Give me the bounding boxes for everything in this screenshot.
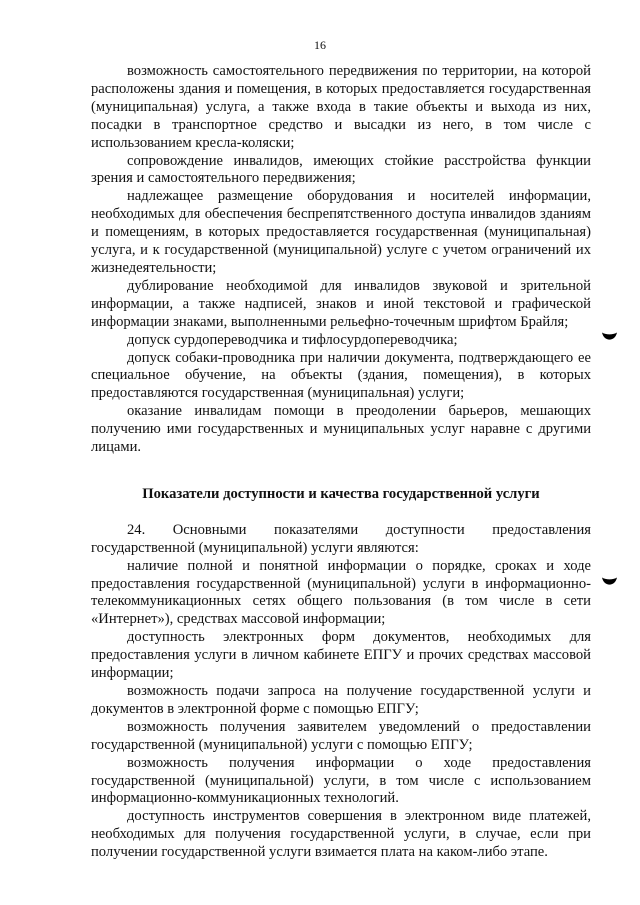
paragraph-equipment-placement: надлежащее размещение оборудования и носителей информации, необходимых для обеспечения беспрепятственного доступа инвалидов зданиям и помещениям, в которых предоставляется государственная (муниципальная) услуга, и к государственной (муниципальной) услуге с учетом ограничений их жизнедеятельности; (91, 188, 591, 276)
paragraph-guide-dog: допуск собаки-проводника при наличии документа, подтверждающего ее специальное обучение, на объекты (здания, помещения), в которых предоставляются государственная (муниципальная) услуги; (91, 349, 591, 402)
paragraph-escort: сопровождение инвалидов, имеющих стойкие расстройства функции зрения и самостоятельного передвижения; (91, 152, 591, 187)
paragraph-notifications: возможность получения заявителем уведомлений о предоставлении государственной (муниципальной) услуги с помощью ЕПГУ; (91, 718, 591, 753)
section-title: Показатели доступности и качества государственной услуги (142, 485, 540, 502)
binder-hole-mark (601, 331, 618, 344)
page-number: 16 (314, 38, 326, 52)
paragraph-electronic-payments: доступность инструментов совершения в электронном виде платежей, необходимых для получения государственной услуги, в случае, если при получении государственной услуги взимается плата на каком-либо этапе. (91, 808, 591, 861)
paragraph-sign-interpreter: допуск сурдопереводчика и тифлосурдопереводчика; (127, 331, 458, 348)
paragraph-electronic-request: возможность подачи запроса на получение государственной услуги и документов в электронной форме с помощью ЕПГУ; (91, 683, 591, 717)
binder-hole-mark (601, 576, 618, 589)
paragraph-item-24: 24. Основными показателями доступности предоставления государственной (муниципальной) услуги являются: (91, 521, 591, 556)
paragraph-mobility: возможность самостоятельного передвижения по территории, на которой расположены здания и помещения, в которых предоставляется государственная (муниципальная) услуга, а также входа в такие объекты и выхода из них, посадки в транспортное средство и высадки из него, в том числе с использованием кресла-коляски; (91, 63, 591, 151)
paragraph-information-availability: наличие полной и понятной информации о порядке, сроках и ходе предоставления государственной (муниципальной) услуги в информационно-телекоммуникационных сетях общего пользования (в том числе в сети «Интернет»), средствах массовой информации; (91, 557, 591, 628)
document-body (91, 63, 591, 862)
paragraph-progress-info: возможность получения информации о ходе предоставления государственной (муниципальной) услуги, в том числе с использованием информационно-коммуникационных технологий. (91, 754, 591, 807)
paragraph-barrier-assistance: оказание инвалидам помощи в преодолении барьеров, мешающих получению ими государственных и муниципальных услуг наравне с другими лицами. (91, 403, 591, 456)
paragraph-electronic-forms: доступность электронных форм документов, необходимых для предоставления услуги в личном кабинете ЕПГУ и прочих средствах массовой информации; (91, 629, 591, 682)
paragraph-braille-duplication: дублирование необходимой для инвалидов звуковой и зрительной информации, а также надписей, знаков и иной текстовой и графической информации знаками, выполненными рельефно-точечным шрифтом Брайля; (91, 277, 591, 330)
